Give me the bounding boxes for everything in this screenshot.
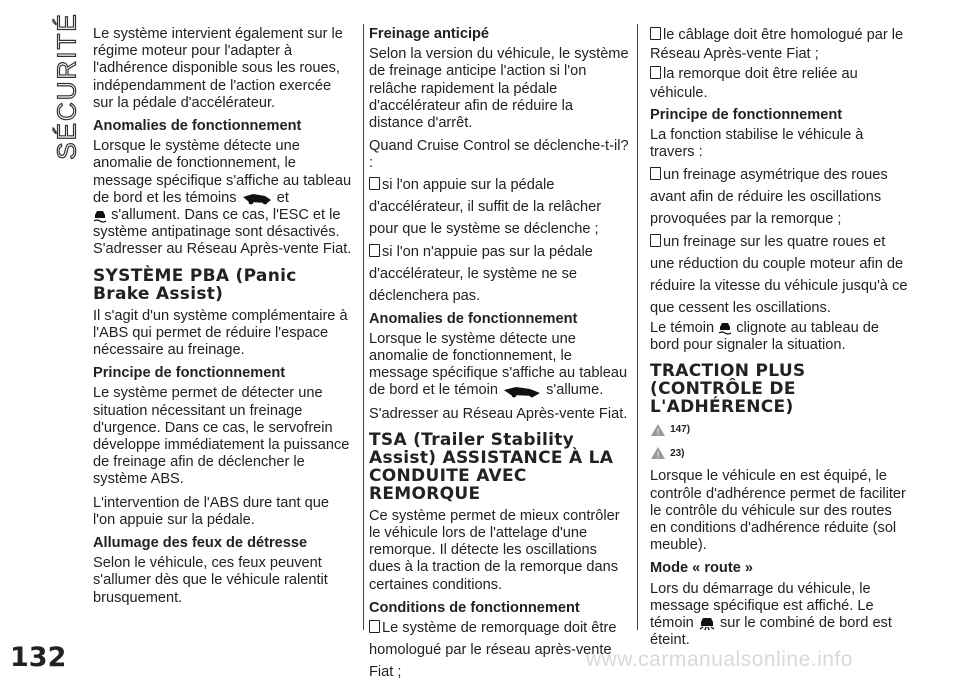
reference-note: ! 147) bbox=[650, 421, 912, 439]
page-number: 132 bbox=[10, 642, 67, 673]
anomalies-paragraph: Lorsque le système détecte une anomalie de fonctionnement, le message spécifique s'affiche au tableau de bord et le témoin s'allume. bbox=[369, 330, 628, 399]
heading-mode: Mode « route » bbox=[650, 560, 753, 577]
column-divider bbox=[363, 24, 364, 630]
intro-paragraph: Le système intervient également sur le régime moteur pour l'adapter à l'adhérence disponible sous les roues, indépendamment de l'action exercée sur la pédale d'accélérateur. bbox=[93, 26, 343, 111]
reference-note: ! 23) bbox=[650, 445, 912, 463]
heading-principe: Principe de fonctionnement bbox=[650, 107, 843, 123]
anomalies-paragraph-2: S'adresser au Réseau Après-vente Fiat. bbox=[369, 405, 628, 422]
freinage-paragraph: Selon la version du véhicule, le système de freinage anticipe l'action si l'on relâche rapidement la pédale d'accélérateur afin de réduire la distance d'arrêt. bbox=[369, 46, 629, 132]
heading-conditions: Conditions de fonctionnement bbox=[369, 599, 580, 616]
bullet-icon bbox=[650, 234, 661, 247]
bullet-icon bbox=[650, 66, 661, 79]
tsa-paragraph: Ce système permet de mieux contrôler le véhicule lors de l'attelage d'une remorque. Il détecte les oscillations dues à la traction de la remorque dans certaines conditions. bbox=[369, 507, 620, 593]
traction-paragraph: Lorsque le véhicule en est équipé, le contrôle d'adhérence permet de faciliter le contrôle du véhicule sur des routes en conditions d'adhérence réduite (sol meuble). bbox=[650, 468, 906, 554]
list-item: si l'on n'appuie pas sur la pédale d'accélérateur, le système ne se déclenchera pas. bbox=[369, 243, 593, 304]
allumage-paragraph: Selon le véhicule, ces feux peuvent s'allumer dès que le véhicule ralentit brusquement. bbox=[93, 555, 328, 606]
warning-light-icon bbox=[502, 384, 542, 398]
footer-watermark: www.carmanualsonline.info bbox=[586, 648, 853, 671]
column-3 bbox=[650, 26, 912, 655]
esc-light-icon bbox=[93, 208, 107, 223]
warning-triangle-icon bbox=[650, 446, 666, 460]
heading-traction: TRACTION PLUS (CONTRÔLE DE L'ADHÉRENCE) bbox=[650, 361, 806, 418]
heading-freinage: Freinage anticipé bbox=[369, 26, 490, 42]
anomalies-paragraph: Lorsque le système détecte une anomalie de fonctionnement, le message spécifique s'affiche au tableau de bord et les témoins et s'allument. Dans ce cas, l'ESC et le système antipatinage sont désactivés. S'adresser au Réseau Après-vente Fiat. bbox=[93, 138, 352, 258]
bullet-icon bbox=[369, 177, 380, 190]
list-item: la remorque doit être reliée au véhicule. bbox=[650, 66, 858, 101]
principe-paragraph: La fonction stabilise le véhicule à travers : bbox=[650, 127, 864, 161]
list-item: Le système de remorquage doit être homologué par le réseau après-vente Fiat ; bbox=[369, 620, 617, 681]
pba-paragraph: Il s'agit d'un système complémentaire à l'ABS qui permet de réduire l'espace nécessaire au freinage. bbox=[93, 307, 348, 359]
heading-pba: SYSTÈME PBA (Panic Brake Assist) bbox=[93, 265, 297, 304]
column-2 bbox=[369, 26, 631, 684]
list-item: le câblage doit être homologué par le Réseau Après-vente Fiat ; bbox=[650, 27, 904, 62]
bullet-icon bbox=[650, 27, 661, 40]
abs-paragraph: L'intervention de l'ABS dure tant que l'on appuie sur la pédale. bbox=[93, 494, 329, 528]
column-divider bbox=[637, 24, 638, 630]
bullet-icon bbox=[369, 620, 380, 633]
column-1 bbox=[93, 26, 355, 613]
temoin-paragraph: Le témoin clignote au tableau de bord pour signaler la situation. bbox=[650, 319, 880, 353]
question-paragraph: Quand Cruise Control se déclenche-t-il? : bbox=[369, 138, 629, 172]
heading-allumage: Allumage des feux de détresse bbox=[93, 535, 308, 552]
heading-principe: Principe de fonctionnement bbox=[93, 365, 286, 382]
svg-text:!: ! bbox=[656, 427, 660, 437]
heading-anomalies: Anomalies de fonctionnement bbox=[93, 118, 302, 135]
principe-paragraph: Le système permet de détecter une situation nécessitant un freinage d'urgence. Dans ce cas, le servofrein développe immédiatement la puissance de freinage afin de déclencher le système ABS. bbox=[93, 385, 350, 488]
heading-anomalies: Anomalies de fonctionnement bbox=[369, 310, 578, 327]
list-item: un freinage sur les quatre roues et une réduction du couple moteur afin de réduire la vitesse du véhicule jusqu'à ce que cessent les oscillations. bbox=[650, 233, 908, 316]
warning-triangle-icon bbox=[650, 423, 666, 437]
section-label: SÉCURITÉ bbox=[51, 12, 82, 160]
warning-light-icon bbox=[241, 191, 273, 205]
list-item: un freinage asymétrique des roues avant afin de réduire les oscillations provoquées par la remorque ; bbox=[650, 166, 888, 227]
mode-paragraph: Lors du démarrage du véhicule, le message spécifique est affiché. Le témoin sur le combiné de bord est éteint. bbox=[650, 580, 892, 649]
svg-text:!: ! bbox=[656, 451, 660, 461]
heading-tsa: TSA (Trailer Stability Assist) ASSISTANCE À LA CONDUITE AVEC REMORQUE bbox=[369, 429, 614, 504]
esc-light-icon bbox=[718, 320, 732, 335]
bullet-icon bbox=[650, 167, 661, 180]
bullet-icon bbox=[369, 244, 380, 257]
list-item: si l'on appuie sur la pédale d'accélérateur, il suffit de la relâcher pour que le système se déclenche ; bbox=[369, 176, 602, 237]
traction-light-icon bbox=[698, 615, 716, 631]
